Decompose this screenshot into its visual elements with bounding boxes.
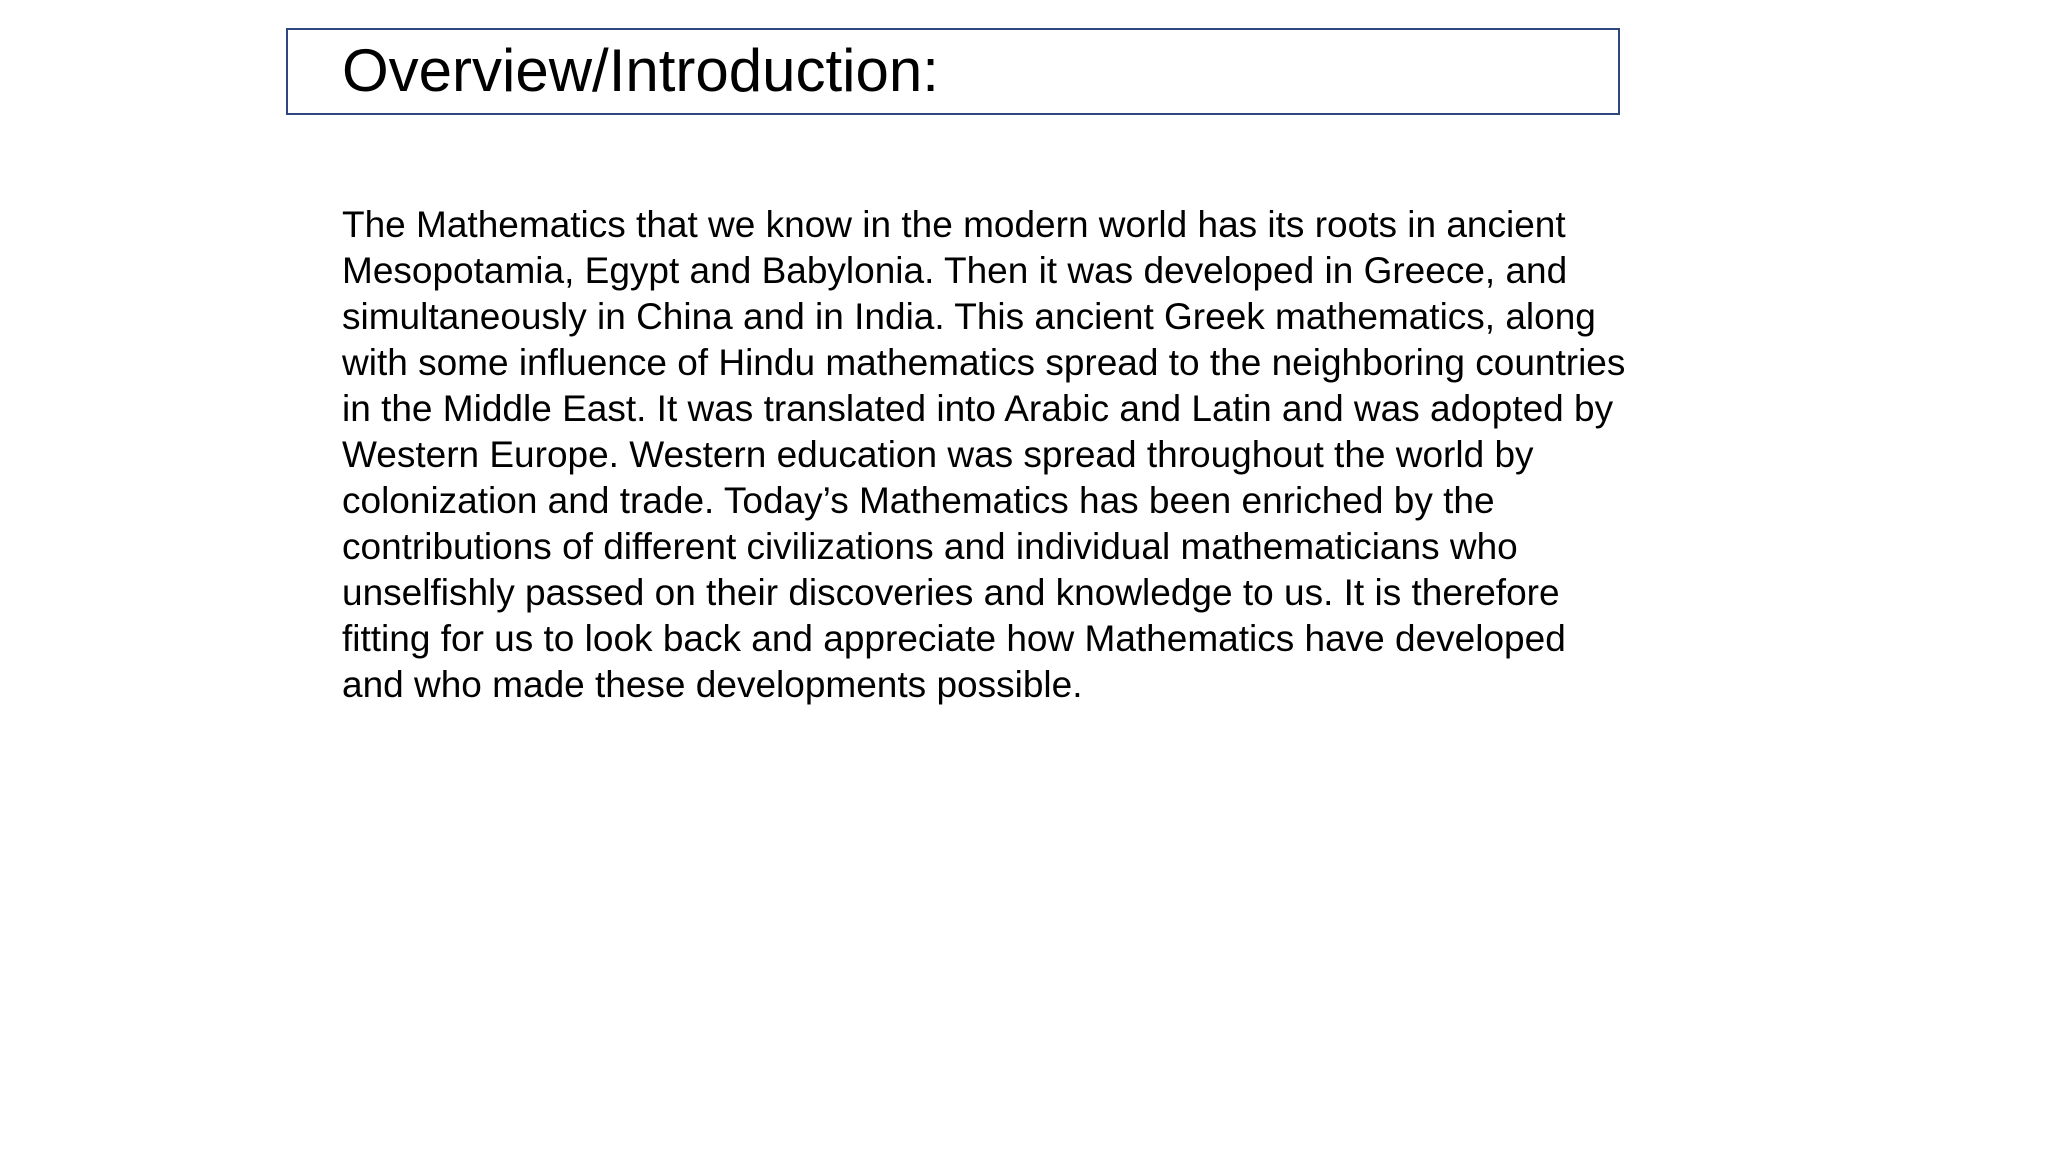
body-line: Mesopotamia, Egypt and Babylonia. Then it was developed in Greece, and	[342, 250, 1568, 291]
body-line: contributions of different civilizations and individual mathematicians who	[342, 526, 1518, 567]
body-paragraph	[342, 202, 1682, 708]
body-line: colonization and trade. Today’s Mathematics has been enriched by the	[342, 480, 1495, 521]
body-line: unselfishly passed on their discoveries and knowledge to us. It is therefore	[342, 572, 1560, 613]
body-line: fitting for us to look back and appreciate how Mathematics have developed	[342, 618, 1566, 659]
body-line: Western Europe. Western education was spread throughout the world by	[342, 434, 1534, 475]
body-line: The Mathematics that we know in the modern world has its roots in ancient	[342, 204, 1566, 245]
slide-title: Overview/Introduction:	[342, 37, 939, 104]
body-line: and who made these developments possible.	[342, 664, 1083, 705]
title-box	[286, 28, 1620, 115]
body-line: in the Middle East. It was translated into Arabic and Latin and was adopted by	[342, 388, 1614, 429]
body-line: simultaneously in China and in India. This ancient Greek mathematics, along	[342, 296, 1596, 337]
body-line: with some influence of Hindu mathematics spread to the neighboring countries	[342, 342, 1626, 383]
